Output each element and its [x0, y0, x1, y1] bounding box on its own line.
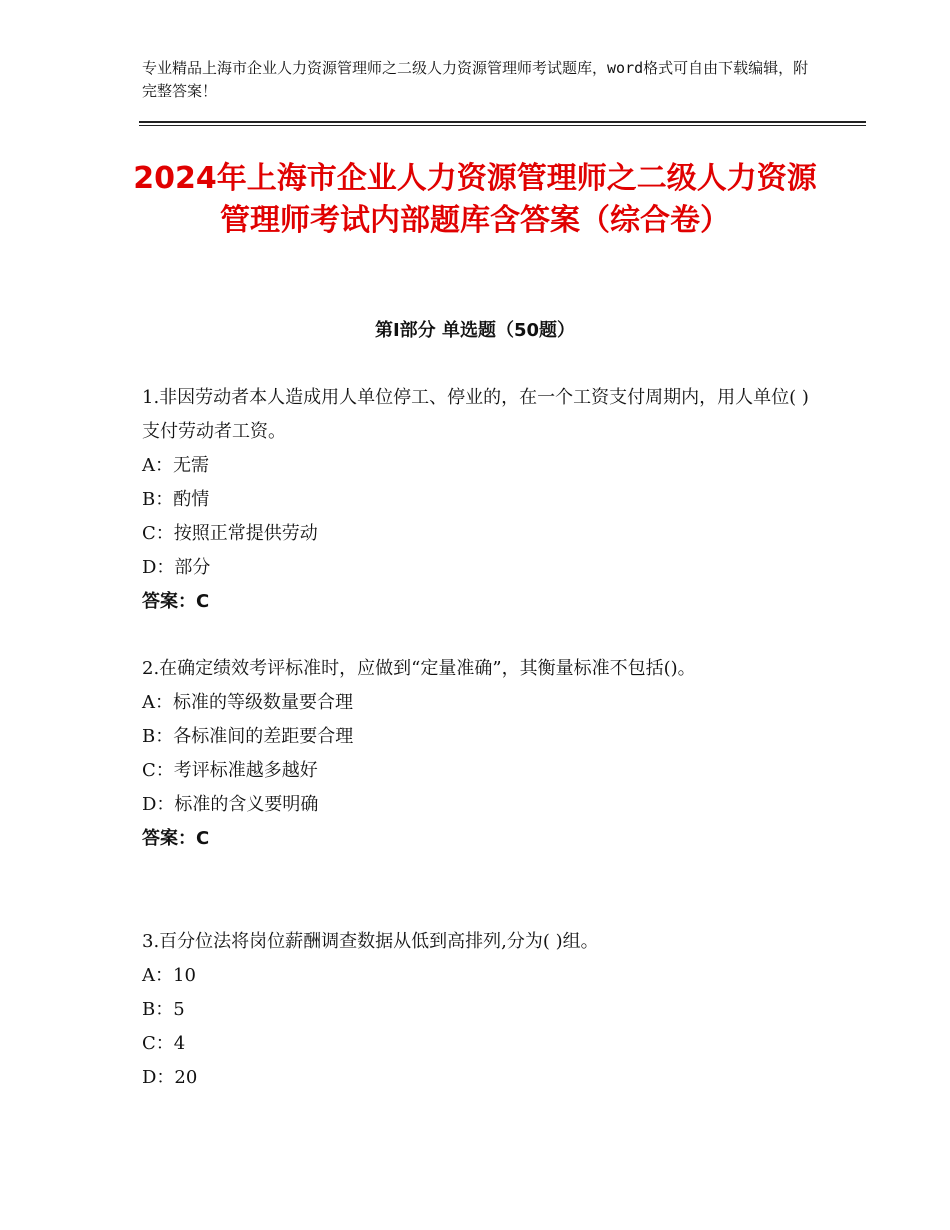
- question-1-option-b: B：酌情: [142, 489, 210, 510]
- question-2-option-a: A：标准的等级数量要合理: [142, 692, 353, 713]
- header-note: 专业精品上海市企业人力资源管理师之二级人力资源管理师考试题库，word格式可自由下载编辑，附完整答案！: [142, 59, 809, 100]
- question-2-option-c: C：考评标准越多越好: [142, 760, 318, 781]
- question-3: [142, 925, 822, 1095]
- question-2-answer: 答案：C: [142, 828, 210, 849]
- question-3-option-b: B：5: [142, 999, 185, 1020]
- question-2-text: 2.在确定绩效考评标准时，应做到“定量准确”，其衡量标准不包括()。: [142, 658, 696, 679]
- document-title: 2024年上海市企业人力资源管理师之二级人力资源管理师考试内部题库含答案（综合卷）: [133, 161, 817, 238]
- question-1-answer: 答案：C: [142, 591, 210, 612]
- section-heading: 第Ⅰ部分 单选题（50题）: [374, 320, 575, 341]
- question-2-option-b: B：各标准间的差距要合理: [142, 726, 354, 747]
- question-1-option-d: D：部分: [142, 557, 211, 578]
- header-divider-thick: [139, 121, 866, 123]
- header-divider-thin: [139, 125, 866, 126]
- question-3-option-d: D：20: [142, 1067, 198, 1088]
- question-1-option-a: A：无需: [142, 455, 209, 476]
- question-3-option-c: C：4: [142, 1033, 186, 1054]
- question-3-text: 3.百分位法将岗位薪酬调查数据从低到高排列,分为( )组。: [142, 931, 599, 952]
- question-2: [142, 652, 822, 856]
- question-1-option-c: C：按照正常提供劳动: [142, 523, 318, 544]
- question-1: [142, 381, 822, 619]
- question-3-option-a: A：10: [142, 965, 196, 986]
- question-2-option-d: D：标准的含义要明确: [142, 794, 319, 815]
- question-1-text: 1.非因劳动者本人造成用人单位停工、停业的，在一个工资支付周期内，用人单位( )支付劳动者工资。: [142, 387, 809, 442]
